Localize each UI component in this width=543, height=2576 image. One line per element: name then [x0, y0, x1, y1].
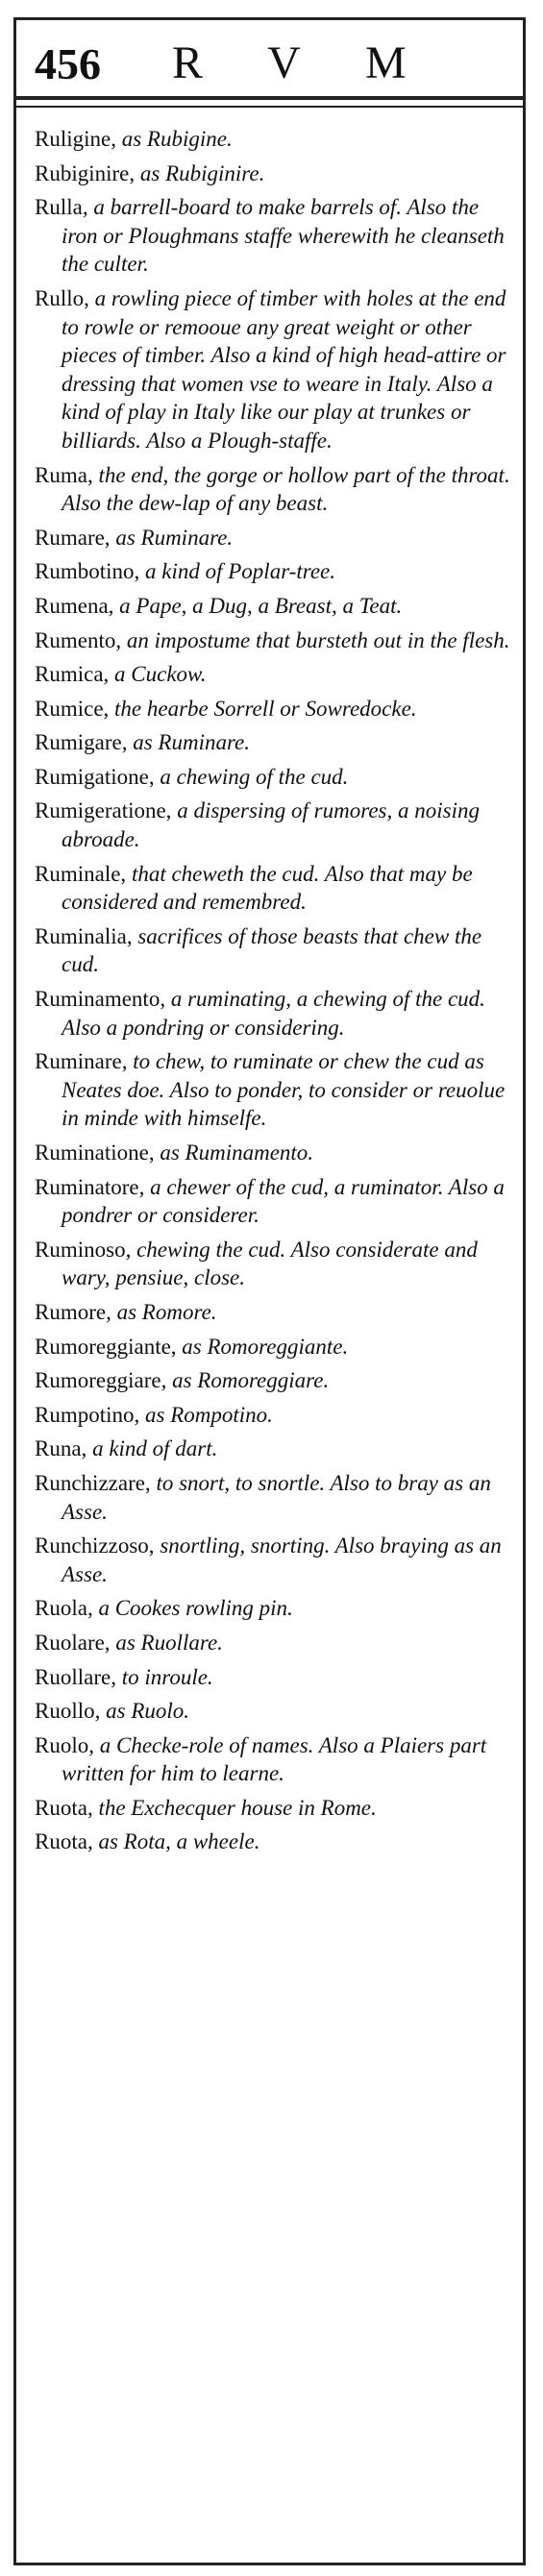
entry-headword: Runchizzoso,: [35, 1533, 155, 1558]
dictionary-entry: [35, 193, 515, 279]
entry-definition: as Ruollare.: [115, 1630, 223, 1655]
dictionary-entry: [35, 1333, 515, 1362]
dictionary-entry: [35, 592, 515, 621]
entry-headword: Ruminatione,: [35, 1141, 155, 1165]
header-rule-inner: [13, 106, 526, 108]
dictionary-entry: [35, 1298, 515, 1327]
entry-headword: Rumigatione,: [35, 764, 155, 789]
entry-headword: Ruminare,: [35, 1049, 128, 1074]
entry-headword: Rumore,: [35, 1299, 111, 1324]
entry-definition: a rowling piece of timber with holes at the end to rowle or remooue any great weight or other pieces of timber. Also a kind of high head-attire or dressing that women vse to weare in Italy. Also a kind of play in Italy like our play at trunkes or billiards. Also a Plough-staffe.: [62, 285, 506, 453]
entry-headword: Rumena,: [35, 593, 114, 618]
entry-headword: Ruola,: [35, 1596, 93, 1621]
entry-headword: Rullo,: [35, 285, 89, 310]
entry-headword: Ruminale,: [35, 861, 127, 886]
entry-headword: Rumica,: [35, 662, 110, 687]
entry-headword: Ruminamento,: [35, 987, 166, 1012]
dictionary-entry: [35, 284, 515, 455]
dictionary-entry: [35, 1236, 515, 1292]
entry-definition: as Romore.: [116, 1299, 217, 1324]
dictionary-entry: [35, 1731, 515, 1788]
dictionary-entry: [35, 524, 515, 552]
dictionary-entry: [35, 1828, 515, 1856]
dictionary-entry: [35, 1469, 515, 1526]
dictionary-entry: [35, 728, 515, 757]
entry-definition: to chew, to ruminate or chew the cud as Neates doe. Also to ponder, to consider or reuolue in minde with himselfe.: [62, 1049, 506, 1131]
entry-definition: as Ruminare.: [133, 730, 251, 755]
entry-definition: a kind of Poplar-tree.: [145, 559, 335, 584]
dictionary-entry: [35, 1173, 515, 1230]
entry-definition: as Rubiginire.: [139, 160, 265, 185]
entry-definition: to inroule.: [121, 1664, 213, 1689]
dictionary-entry: [35, 1629, 515, 1657]
dictionary-entry: [35, 1435, 515, 1463]
entry-definition: as Rubigine.: [121, 127, 233, 151]
entry-definition: as Rompotino.: [145, 1402, 273, 1427]
entry-definition: a Checke-role of names. Also a Plaiers part written for him to learne.: [62, 1732, 487, 1786]
entry-definition: the Exchecquer house in Rome.: [98, 1795, 377, 1820]
entry-headword: Ruligine,: [35, 127, 116, 151]
dictionary-entry: [35, 1047, 515, 1133]
entry-definition: a chewing of the cud.: [160, 764, 349, 789]
dictionary-entry: [35, 763, 515, 792]
entry-headword: Rulla,: [35, 195, 88, 220]
dictionary-entry: [35, 159, 515, 188]
entry-headword: Rumigare,: [35, 730, 128, 755]
entry-headword: Ruollare,: [35, 1664, 116, 1689]
entry-definition: a Pape, a Dug, a Breast, a Teat.: [119, 593, 403, 618]
entry-headword: Ruminalia,: [35, 923, 133, 948]
header-rule: [13, 96, 526, 100]
entry-headword: Ruma,: [35, 462, 93, 487]
dictionary-entry: [35, 1139, 515, 1167]
dictionary-entry: [35, 695, 515, 724]
entry-definition: a Cuckow.: [114, 662, 207, 687]
entry-definition: sacrifices of those beasts that chew the cud.: [62, 923, 482, 977]
entry-definition: the end, the gorge or hollow part of the throat. Also the dew-lap of any beast.: [62, 462, 510, 516]
entry-definition: as Ruolo.: [106, 1699, 190, 1724]
dictionary-entry: [35, 1663, 515, 1692]
entry-headword: Ruota,: [35, 1829, 93, 1854]
entry-headword: Runa,: [35, 1436, 87, 1461]
dictionary-entry: [35, 461, 515, 518]
dictionary-entry: [35, 125, 515, 154]
entry-headword: Rumento,: [35, 627, 122, 652]
dictionary-entry: [35, 1697, 515, 1726]
dictionary-entry: [35, 1401, 515, 1430]
entry-headword: Rumoreggiare,: [35, 1368, 167, 1393]
entry-headword: Ruminatore,: [35, 1174, 145, 1199]
entry-headword: Ruolare,: [35, 1630, 111, 1655]
entry-definition: a dispersing of rumores, a noising abroade.: [62, 798, 480, 852]
dictionary-entry: [35, 985, 515, 1042]
page-number: 456: [35, 39, 101, 88]
entry-definition: as Ruminamento.: [160, 1141, 314, 1165]
entry-definition: a chewer of the cud, a ruminator. Also a pondrer or considerer.: [62, 1174, 505, 1228]
entry-definition: an impostume that bursteth out in the flesh.: [126, 627, 510, 652]
dictionary-entry: [35, 626, 515, 655]
dictionary-entry: [35, 1532, 515, 1588]
entry-headword: Rumpotino,: [35, 1402, 140, 1427]
entry-definition: as Romoreggiare.: [172, 1368, 330, 1393]
entry-definition: the hearbe Sorrell or Sowredocke.: [114, 696, 417, 721]
dictionary-entry: [35, 1594, 515, 1623]
dictionary-entry: [35, 797, 515, 853]
entry-headword: Ruota,: [35, 1795, 93, 1820]
entry-definition: as Ruminare.: [115, 525, 234, 550]
entry-definition: chewing the cud. Also considerate and wary, pensiue, close.: [62, 1237, 478, 1290]
page-header: [13, 17, 528, 96]
dictionary-entry: [35, 922, 515, 979]
entry-definition: a ruminating, a chewing of the cud. Also a pondring or considering.: [62, 987, 485, 1040]
dictionary-entry: [35, 660, 515, 689]
running-head: R V M: [172, 37, 420, 88]
entry-headword: Ruminoso,: [35, 1237, 132, 1262]
entry-headword: Runchizzare,: [35, 1470, 151, 1495]
entry-list: [35, 125, 515, 1862]
dictionary-entry: [35, 1794, 515, 1823]
entry-headword: Rumice,: [35, 696, 110, 721]
entry-headword: Rubiginire,: [35, 160, 136, 185]
entry-definition: snortling, snorting. Also braying as an Asse.: [62, 1533, 502, 1586]
entry-headword: Rumbotino,: [35, 559, 140, 584]
entry-definition: to snort, to snortle. Also to bray as an Asse.: [62, 1470, 491, 1524]
entry-headword: Rumigeratione,: [35, 798, 172, 823]
entry-definition: a kind of dart.: [92, 1436, 218, 1461]
entry-definition: a Cookes rowling pin.: [98, 1596, 293, 1621]
entry-headword: Rumoreggiante,: [35, 1334, 177, 1359]
entry-headword: Rumare,: [35, 525, 111, 550]
entry-headword: Ruollo,: [35, 1699, 101, 1724]
entry-definition: as Romoreggiante.: [182, 1334, 349, 1359]
entry-headword: Ruolo,: [35, 1732, 94, 1757]
dictionary-entry: [35, 1366, 515, 1395]
dictionary-entry: [35, 557, 515, 586]
entry-definition: a barrell-board to make barrels of. Also the iron or Ploughmans staffe wherewith he cleanseth the culter.: [62, 195, 505, 277]
entry-definition: as Rota, a wheele.: [98, 1829, 260, 1854]
entry-definition: that cheweth the cud. Also that may be considered and remembred.: [62, 861, 473, 915]
dictionary-entry: [35, 860, 515, 917]
